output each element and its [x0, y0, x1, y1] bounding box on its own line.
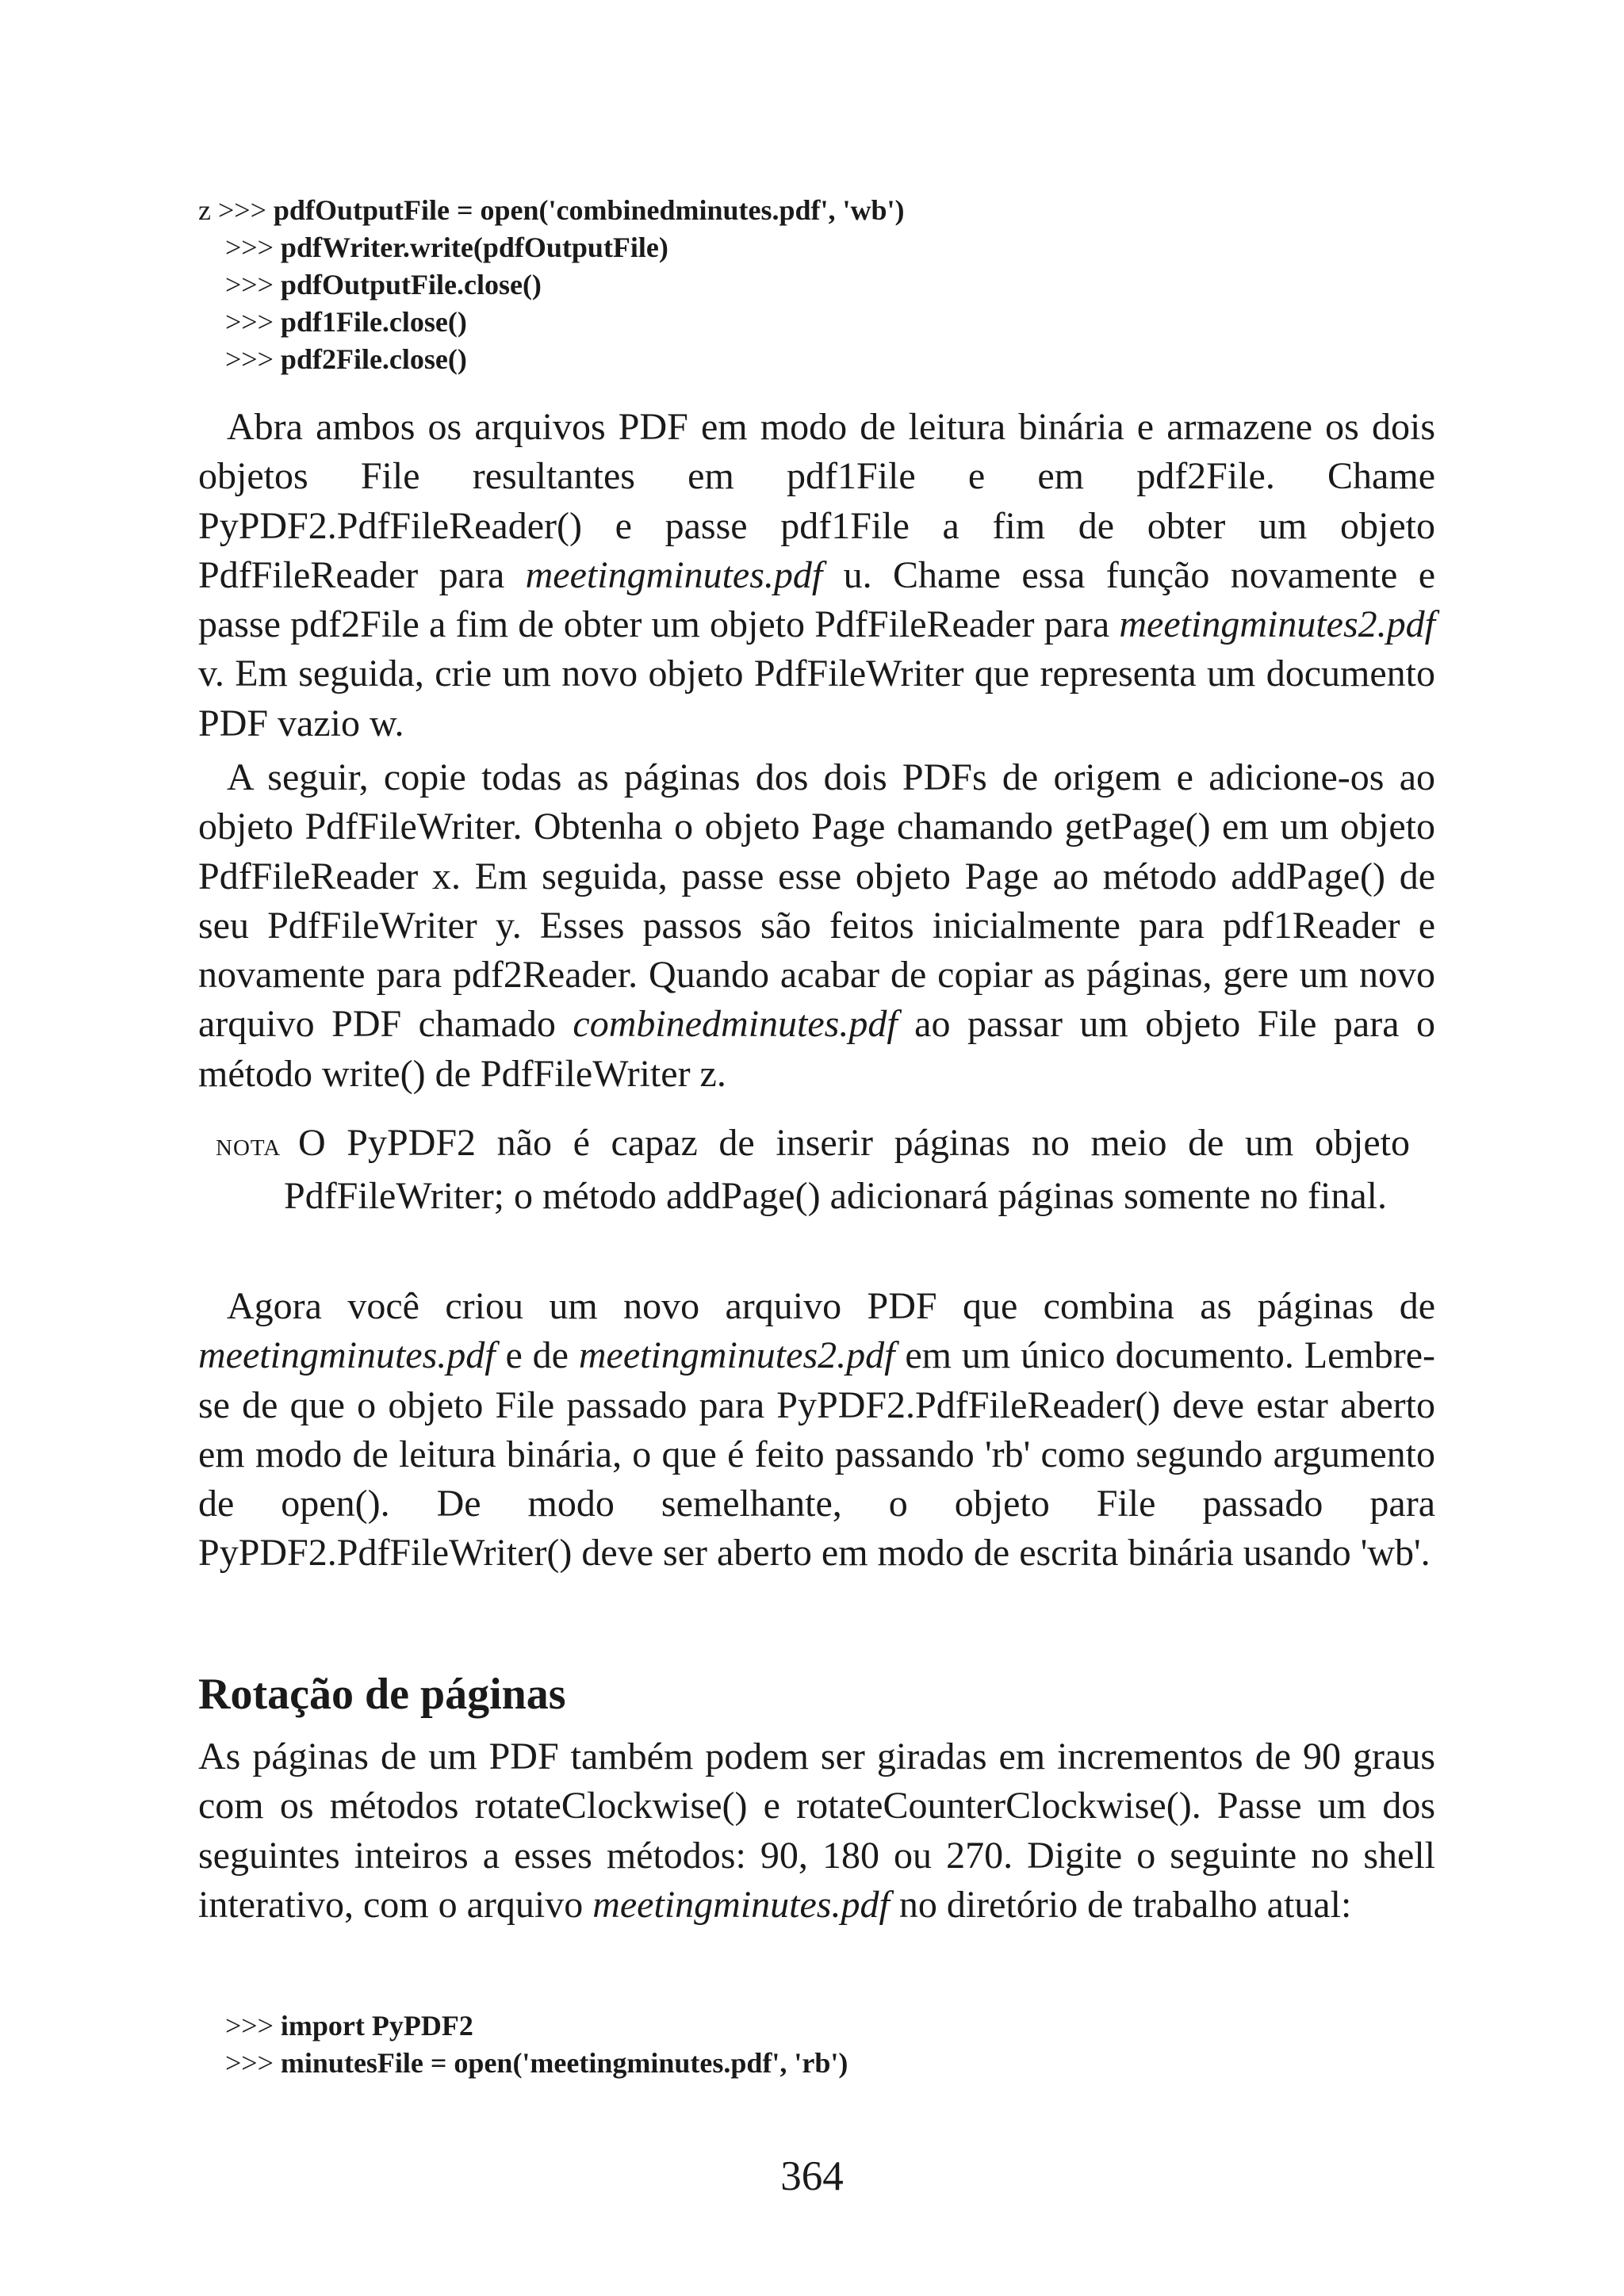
code-prompt: >>> [225, 2047, 274, 2079]
code-line [198, 229, 1435, 266]
paragraph-4 [198, 1732, 1435, 1930]
text-run: A seguir, copie todas as páginas dos dois PDFs de origem e adicione-os ao objeto PdfFileWriter. Obtenha o objeto Page chamando getPage() em um objeto PdfFileReader x. Em seguida, passe esse objeto Page ao método addPage() de seu PdfFileWriter y. Esses passos são feitos inicialmente para pdf1Reader e novamente para pdf2Reader. Quando acabar de copiar as páginas, gere um novo arquivo PDF chamado [198, 756, 1435, 1046]
text-run: Agora você criou um novo arquivo PDF que combina as páginas de [227, 1285, 1435, 1327]
text-run: Abra ambos os arquivos PDF em modo de leitura binária e armazene os dois objetos File resultantes em pdf1File e em pdf2File. Chame PyPDF2.PdfFileReader() e passe pdf1File a fim de obter um objeto PdfFileReader para [198, 406, 1435, 596]
code-line [198, 2045, 1435, 2082]
paragraph-1-container [198, 403, 1435, 748]
note-body: O PyPDF2 não é capaz de inserir páginas no meio de um objeto PdfFileWriter; o método addPage() adicionará páginas somente no final. [284, 1122, 1410, 1217]
text-run: e de [495, 1334, 579, 1377]
filename-italic: meetingminutes.pdf [198, 1334, 496, 1377]
paragraph-4-container [198, 1732, 1435, 1930]
code-prompt: >>> [225, 269, 274, 300]
filename-italic: combinedminutes.pdf [573, 1003, 898, 1046]
filename-italic: meetingminutes.pdf [525, 553, 823, 596]
code-command: import PyPDF2 [280, 2010, 473, 2042]
code-marker: z [198, 194, 211, 226]
text-run: no diretório de trabalho atual: [889, 1883, 1352, 1926]
code-block-bottom [198, 2007, 1435, 2082]
paragraph-2 [198, 753, 1435, 1099]
paragraph-3-container [198, 1282, 1435, 1578]
filename-italic: meetingminutes2.pdf [1119, 603, 1435, 646]
code-prompt: >>> [225, 232, 274, 263]
code-command: minutesFile = open('meetingminutes.pdf', 'rb') [280, 2047, 848, 2079]
code-prompt: >>> [225, 2010, 274, 2042]
code-prompt: >>> [225, 306, 274, 338]
code-line [198, 304, 1435, 341]
code-prompt: >>> [225, 343, 274, 375]
note-label: NOTA [216, 1135, 282, 1161]
page-number: 364 [780, 2153, 844, 2199]
text-run: ao passar um objeto File para o método write() de PdfFileWriter z. [198, 1003, 1435, 1095]
code-line [198, 192, 1435, 229]
paragraph-1 [198, 403, 1435, 748]
code-command: pdfOutputFile = open('combinedminutes.pdf', 'wb') [273, 194, 905, 226]
paragraph-3 [198, 1282, 1435, 1578]
code-prompt: >>> [217, 194, 266, 226]
code-command: pdfOutputFile.close() [280, 269, 542, 300]
code-command: pdf2File.close() [280, 343, 467, 375]
paragraph-2-container [198, 753, 1435, 1099]
code-line [198, 2007, 1435, 2045]
filename-italic: meetingminutes2.pdf [578, 1334, 895, 1377]
filename-italic: meetingminutes.pdf [592, 1883, 890, 1926]
code-command: pdf1File.close() [280, 306, 467, 338]
section-title: Rotação de páginas [198, 1670, 566, 1719]
code-line [198, 341, 1435, 378]
code-block-top [198, 192, 1435, 378]
code-command: pdfWriter.write(pdfOutputFile) [280, 232, 668, 263]
text-run: u. Chame essa função novamente e passe pdf2File a fim de obter um objeto PdfFileReader para [198, 553, 1435, 646]
note-box [216, 1119, 1410, 1219]
code-line [198, 266, 1435, 304]
text-run: em um único documento. Lembre-se de que o objeto File passado para PyPDF2.PdfFileReader() deve estar aberto em modo de leitura binária, o que é feito passando 'rb' como segundo argumento de open(). De modo semelhante, o objeto File passado para PyPDF2.PdfFileWriter() deve ser aberto em modo de escrita binária usando 'wb'. [198, 1334, 1435, 1575]
text-run: As páginas de um PDF também podem ser giradas em incrementos de 90 graus com os métodos rotateClockwise() e rotateCounterClockwise(). Passe um dos seguintes inteiros a esses métodos: 90, 180 ou 270. Digite o seguinte no shell interativo, com o arquivo [198, 1735, 1435, 1926]
note-text [216, 1119, 1410, 1219]
text-run: v. Em seguida, crie um novo objeto PdfFileWriter que representa um documento PDF vazio w. [198, 652, 1435, 744]
